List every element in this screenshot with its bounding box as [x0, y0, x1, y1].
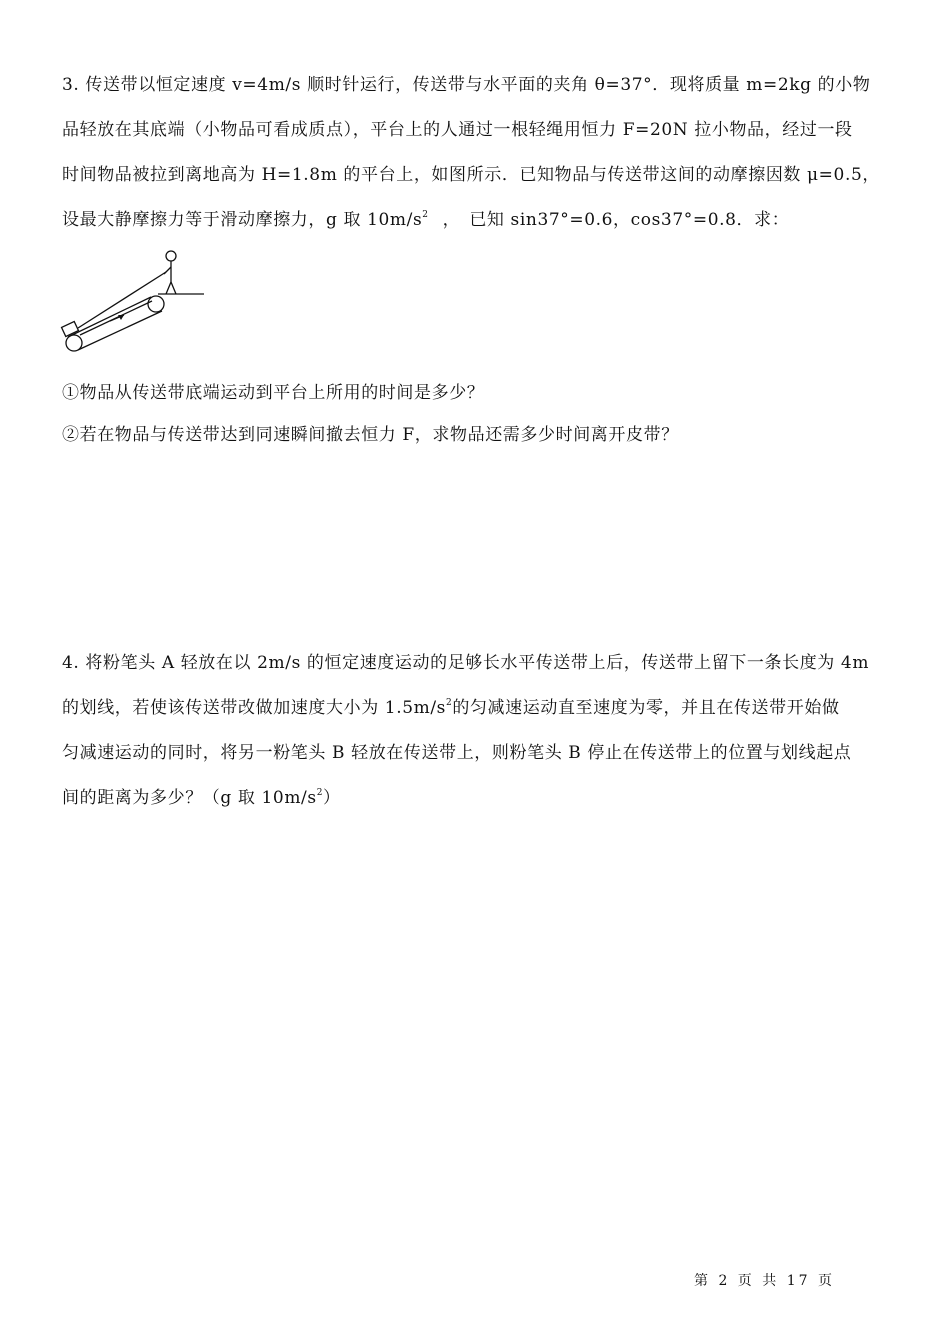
person-leg-right [171, 282, 176, 294]
page-footer: 第 2 页 共 17 页 [694, 1273, 835, 1289]
person-leg-left [166, 282, 171, 294]
q4-line-4-text: 间的距离为多少？（g 取 10m/s [62, 788, 317, 808]
q4-line-2-rest: 的匀减速运动直至速度为零，并且在传送带开始做 [452, 698, 840, 718]
conveyor-belt-diagram [58, 232, 208, 360]
belt-upper [68, 297, 151, 337]
q4-line-4-rest: ） [323, 788, 341, 808]
q3-line-4-rest: ， 已知 sin37°=0.6，cos37°=0.8．求： [442, 210, 790, 230]
person-arm [164, 267, 171, 274]
q4-line-2 [62, 693, 840, 718]
q4-exponent-1: 2 [446, 698, 453, 708]
q3-line-3: 时间物品被拉到离地高为 H=1.8m 的平台上，如图所示．已知物品与传送带这间的动摩擦因数 μ=0.5， [62, 165, 880, 185]
q3-line-4 [62, 205, 789, 230]
q3-line-4-text: 设最大静摩擦力等于滑动摩擦力，g 取 10m/s [62, 210, 423, 230]
q4-line-4 [62, 783, 341, 808]
q3-sub-question-1: ①物品从传送带底端运动到平台上所用的时间是多少？ [62, 383, 485, 403]
q3-line-1: 3. 传送带以恒定速度 v=4m/s 顺时针运行，传送带与水平面的夹角 θ=37°．现将质量 m=2kg 的小物 [62, 75, 871, 95]
q3-sub-question-2: ②若在物品与传送带达到同速瞬间撤去恒力 F，求物品还需多少时间离开皮带？ [62, 425, 679, 445]
q3-exponent: 2 [422, 210, 429, 220]
q4-line-3: 匀减速运动的同时，将另一粉笔头 B 轻放在传送带上，则粉笔头 B 停止在传送带上的位置与划线起点 [62, 743, 852, 763]
q4-line-2-text: 的划线，若使该传送带改做加速度大小为 1.5m/s [62, 698, 447, 718]
top-roller [148, 296, 164, 312]
q3-line-2: 品轻放在其底端（小物品可看成质点），平台上的人通过一根轻绳用恒力 F=20N 拉小物品，经过一段 [62, 120, 853, 140]
q4-line-1: 4. 将粉笔头 A 轻放在以 2m/s 的恒定速度运动的足够长水平传送带上后，传送带上留下一条长度为 4m [62, 653, 870, 673]
rope [78, 272, 166, 328]
person-head [166, 251, 176, 261]
object-block [62, 322, 79, 337]
q4-exponent-2: 2 [316, 788, 324, 798]
